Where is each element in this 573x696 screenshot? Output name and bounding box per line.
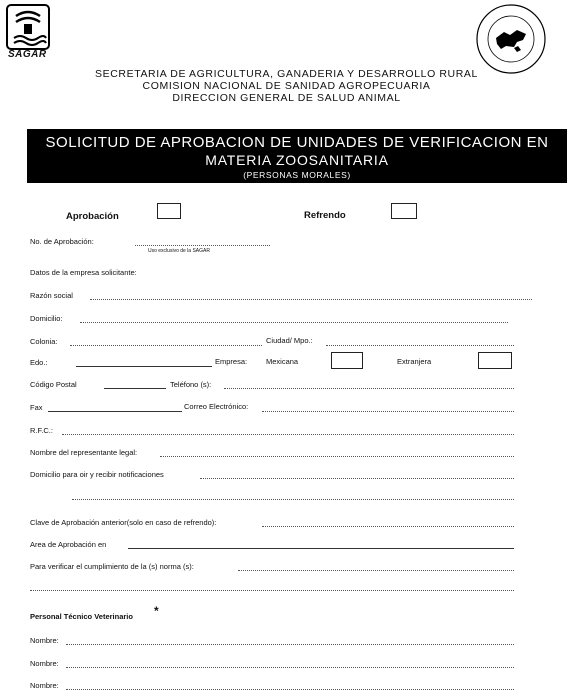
uso-sagar-note: Uso exclusivo de la SAGAR	[148, 248, 210, 254]
fax-label: Fax	[30, 403, 43, 412]
razon-social-field[interactable]	[90, 299, 532, 300]
codigo-postal-label: Código Postal	[30, 380, 77, 389]
title-band	[27, 129, 567, 183]
header-line-1: SECRETARIA DE AGRICULTURA, GANADERIA Y DESARROLLO RURAL	[95, 68, 478, 80]
representante-label: Nombre del representante legal:	[30, 448, 138, 457]
header-line-2: COMISION NACIONAL DE SANIDAD AGROPECUARIA	[142, 80, 431, 92]
nombre-3-label: Nombre:	[30, 681, 59, 690]
edo-field[interactable]	[76, 366, 212, 367]
correo-field[interactable]	[262, 411, 514, 412]
refrendo-checkbox[interactable]	[391, 203, 417, 219]
clave-anterior-label: Clave de Aprobación anterior(solo en caso de refrendo):	[30, 518, 217, 527]
mexicana-checkbox[interactable]	[331, 352, 363, 369]
domicilio-notif-field-1[interactable]	[200, 478, 514, 479]
extranjera-label: Extranjera	[397, 357, 432, 366]
ciudad-field[interactable]	[326, 345, 514, 346]
title-line-2: MATERIA ZOOSANITARIA	[205, 152, 389, 168]
domicilio-field[interactable]	[80, 322, 508, 323]
empresa-label: Empresa:	[215, 357, 248, 366]
domicilio-notif-field-2[interactable]	[72, 499, 514, 500]
razon-social-label: Razón social	[30, 291, 73, 300]
sagar-logo-text: SAGAR	[8, 49, 47, 60]
verificar-field-2[interactable]	[30, 590, 514, 591]
colonia-field[interactable]	[70, 345, 262, 346]
domicilio-notif-label: Domicilio para oir y recibir notificaciones	[30, 470, 164, 479]
fax-field[interactable]	[48, 411, 182, 412]
title-line-3: (PERSONAS MORALES)	[243, 170, 351, 180]
representante-field[interactable]	[160, 456, 514, 457]
correo-label: Correo Electrónico:	[184, 402, 249, 411]
refrendo-label: Refrendo	[304, 210, 346, 221]
verificar-label: Para verificar el cumplimiento de la (s) norma (s):	[30, 562, 194, 571]
header-line-3: DIRECCION GENERAL DE SALUD ANIMAL	[172, 92, 401, 104]
extranjera-checkbox[interactable]	[478, 352, 512, 369]
clave-anterior-field[interactable]	[262, 526, 514, 527]
nombre-1-field[interactable]	[66, 644, 514, 645]
telefono-field[interactable]	[224, 388, 514, 389]
no-aprobacion-label: No. de Aprobación:	[30, 237, 94, 246]
aprobacion-label: Aprobación	[66, 211, 119, 222]
mexicana-label: Mexicana	[266, 357, 299, 366]
rfc-label: R.F.C.:	[30, 426, 53, 435]
title-line-1: SOLICITUD DE APROBACION DE UNIDADES DE VERIFICACION EN	[45, 134, 549, 151]
personal-label: Personal Técnico Veterinario	[30, 612, 133, 621]
nombre-2-field[interactable]	[66, 667, 514, 668]
personal-asterisk: *	[154, 604, 159, 618]
aprobacion-checkbox[interactable]	[157, 203, 181, 219]
nombre-3-field[interactable]	[66, 689, 514, 690]
edo-label: Edo.:	[30, 358, 48, 367]
telefono-label: Teléfono (s):	[170, 380, 212, 389]
domicilio-label: Domicilio:	[30, 314, 63, 323]
codigo-postal-field[interactable]	[104, 388, 166, 389]
area-field[interactable]	[128, 548, 514, 549]
ciudad-label: Ciudad/ Mpo.:	[266, 336, 313, 345]
verificar-field-1[interactable]	[238, 570, 514, 571]
datos-empresa-label: Datos de la empresa solicitante:	[30, 268, 137, 277]
nombre-1-label: Nombre:	[30, 636, 59, 645]
nombre-2-label: Nombre:	[30, 659, 59, 668]
area-label: Area de Aprobación en	[30, 540, 107, 549]
conasag-seal	[474, 2, 548, 76]
sagar-logo	[6, 4, 50, 62]
rfc-field[interactable]	[62, 434, 514, 435]
no-aprobacion-field[interactable]	[135, 245, 270, 246]
colonia-label: Colonia:	[30, 337, 58, 346]
